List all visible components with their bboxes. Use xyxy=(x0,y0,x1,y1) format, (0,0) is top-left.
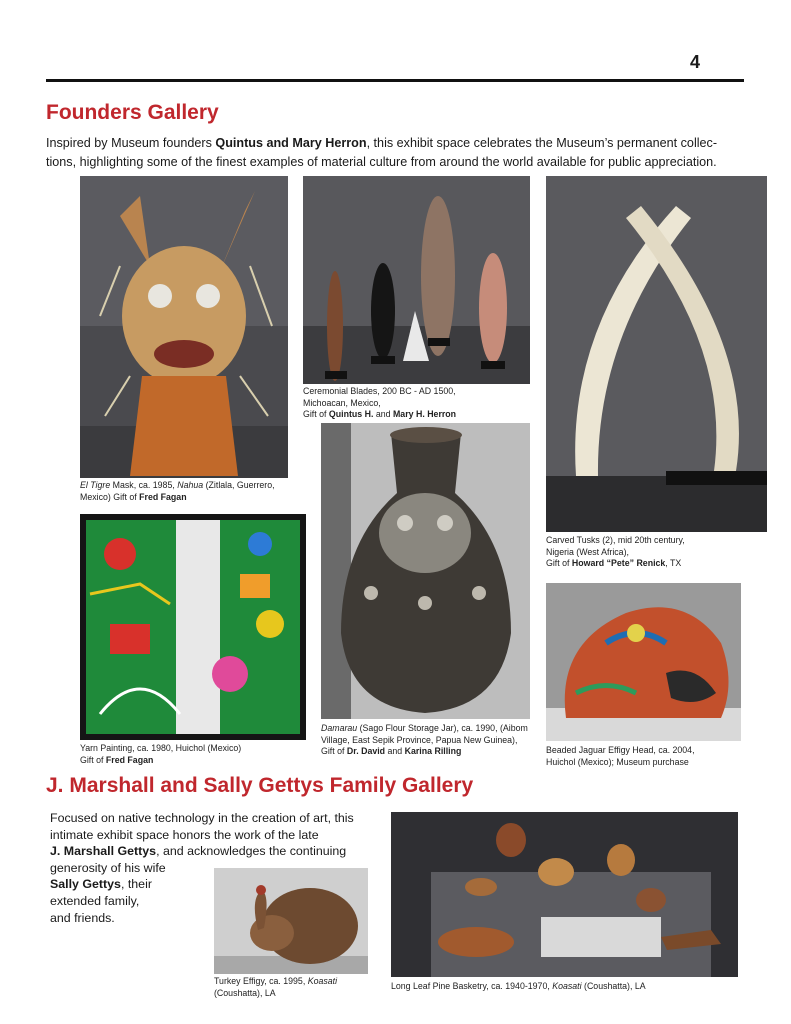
top-rule xyxy=(46,79,744,82)
tusks-caption: Carved Tusks (2), mid 20th century, Nigeria (West Africa), Gift of Howard “Pete” Renick, TX xyxy=(546,535,685,569)
blades-caption: Ceremonial Blades, 200 BC - AD 1500, Michoacan, Mexico, Gift of Quintus H. and Mary H. Herron xyxy=(303,386,457,420)
pine-basketry-photo xyxy=(391,812,738,977)
yarn-painting-photo xyxy=(80,514,306,740)
founders-gallery-title: Founders Gallery xyxy=(46,101,219,124)
page-number: 4 xyxy=(690,52,701,72)
el-tigre-mask-photo xyxy=(80,176,288,478)
basketry-caption: Long Leaf Pine Basketry, ca. 1940-1970, Koasati (Coushatta), LA xyxy=(391,981,646,991)
turkey-effigy-photo xyxy=(214,868,368,974)
jaguar-caption: Beaded Jaguar Effigy Head, ca. 2004, Huichol (Mexico); Museum purchase xyxy=(546,745,695,767)
gettys-text: Focused on native technology in the creation of art, this intimate exhibit space honors the work of the late J. Marshall Gettys, and acknowledges the continuing generosity of his wife Sally Gettys, their extended family, and friends. xyxy=(50,811,354,925)
founders-intro: Inspired by Museum founders Quintus and Mary Herron, this exhibit space celebrates the Museum’s permanent collec-tions, highlighting some of the finest examples of material culture from around the world available for public appreciation. xyxy=(46,136,718,169)
mask-caption: El Tigre Mask, ca. 1985, Nahua (Zitlala, Guerrero, Mexico) Gift of Fred Fagan xyxy=(80,480,275,502)
jar-caption: Damarau (Sago Flour Storage Jar), ca. 1990, (Aibom Village, East Sepik Province, Papua New Guinea), Gift of Dr. David and Karina Rilling xyxy=(321,723,528,757)
damarau-jar-photo xyxy=(321,423,530,719)
carved-tusks-photo xyxy=(546,176,767,532)
gettys-gallery-title: J. Marshall and Sally Gettys Family Gallery xyxy=(46,774,474,797)
ceremonial-blades-photo xyxy=(303,176,530,384)
beaded-jaguar-photo xyxy=(546,583,741,741)
yarn-caption: Yarn Painting, ca. 1980, Huichol (Mexico) Gift of Fred Fagan xyxy=(80,743,242,765)
turkey-caption: Turkey Effigy, ca. 1995, Koasati (Coushatta), LA xyxy=(214,976,338,998)
